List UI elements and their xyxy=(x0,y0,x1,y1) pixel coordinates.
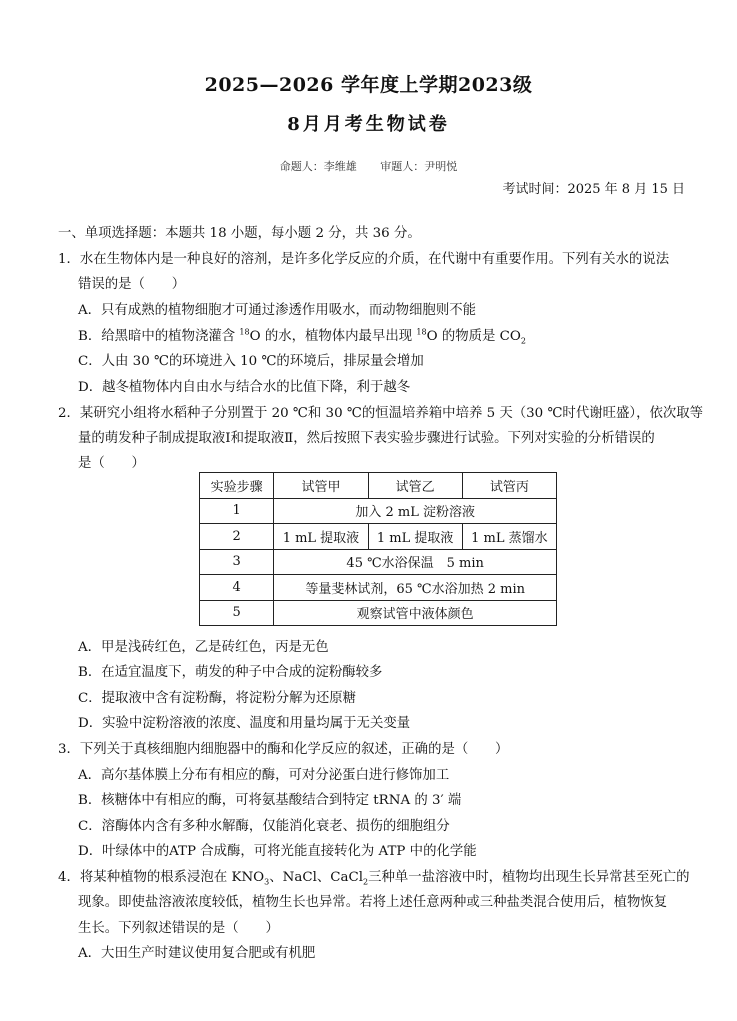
table-step-cell: 2 xyxy=(200,524,274,550)
table-row xyxy=(200,498,557,524)
q2-stem-line2: 量的萌发种子制成提取液Ⅰ和提取液Ⅱ，然后按照下表实验步骤进行试验。下列对实验的分析错误的 xyxy=(78,431,655,446)
table-row xyxy=(200,524,557,550)
exam-subtitle: 8月月考生物试卷 xyxy=(287,114,450,135)
setter-name: 命题人：李维雄 xyxy=(279,160,357,173)
table-header-cell: 试管丙 xyxy=(462,473,556,499)
table-cell: 1 mL 提取液 xyxy=(274,524,368,550)
author-line xyxy=(0,158,737,174)
table-merged-cell: 等量斐林试剂，65 ℃水浴加热 2 min xyxy=(274,575,557,601)
q2-option-a: A．甲是浅砖红色，乙是砖红色，丙是无色 xyxy=(78,640,329,655)
q3-option-a: A．高尔基体膜上分布有相应的酶，可对分泌蛋白进行修饰加工 xyxy=(78,768,450,783)
q4-stem-line3: 生长。下列叙述错误的是（ ） xyxy=(78,921,279,936)
reviewer-name: 审题人：尹明悦 xyxy=(380,160,458,173)
table-cell: 1 mL 蒸馏水 xyxy=(462,524,556,550)
q1-option-b: B．给黑暗中的植物浇灌含 $^{18}$O 的水，植物体内最早出现 $^{18}$O 的物质是 $CO_2$ xyxy=(78,327,526,346)
table-step-cell: 5 xyxy=(200,600,274,626)
table-step-cell: 1 xyxy=(200,498,274,524)
q1-stem-line2: 错误的是（ ） xyxy=(78,277,186,292)
q1-option-d: D．越冬植物体内自由水与结合水的比值下降，利于越冬 xyxy=(78,380,411,395)
table-header-row xyxy=(200,473,557,499)
q2-option-b: B．在适宜温度下，萌发的种子中合成的淀粉酶较多 xyxy=(78,665,383,680)
table-merged-cell: 加入 2 mL 淀粉溶液 xyxy=(274,498,557,524)
table-step-cell: 3 xyxy=(200,549,274,575)
q1-option-c: C．人由 30 ℃的环境进入 10 ℃的环境后，排尿量会增加 xyxy=(78,354,424,369)
q3-option-b: B．核糖体中有相应的酶，可将氨基酸结合到特定 tRNA 的 3′ 端 xyxy=(78,793,462,808)
q2-option-c: C．提取液中含有淀粉酶，将淀粉分解为还原糖 xyxy=(78,691,357,706)
exam-title: 2025—2026 学年度上学期2023级 xyxy=(204,74,533,96)
table-row xyxy=(200,575,557,601)
table-row xyxy=(200,549,557,575)
table-merged-cell: 45 ℃水浴保温 5 min xyxy=(274,549,557,575)
q3-stem: 3．下列关于真核细胞内细胞器中的酶和化学反应的叙述，正确的是（ ） xyxy=(58,742,509,757)
table-cell: 1 mL 提取液 xyxy=(368,524,462,550)
exam-time: 考试时间：2025 年 8 月 15 日 xyxy=(502,182,685,197)
q2-stem-line1: 2．某研究小组将水稻种子分别置于 20 ℃和 30 ℃的恒温培养箱中培养 5 天（30 ℃时代谢旺盛），依次取等 xyxy=(58,406,704,421)
q4-option-a: A．大田生产时建议使用复合肥或有机肥 xyxy=(78,946,316,961)
table-header-cell: 试管乙 xyxy=(368,473,462,499)
q4-stem-line1: 4．将某种植物的根系浸泡在 $KNO_3$、NaCl、CaCl$_2$三种单一盐溶液中时，植物均出现生长异常甚至死亡的 xyxy=(58,870,690,887)
table-header-cell: 实验步骤 xyxy=(200,473,274,499)
q1-stem-line1: 1．水在生物体内是一种良好的溶剂，是许多化学反应的介质，在代谢中有重要作用。下列有关水的说法 xyxy=(58,252,670,267)
table-header-cell: 试管甲 xyxy=(274,473,368,499)
q3-option-d: D．叶绿体中的ATP 合成酶，可将光能直接转化为 ATP 中的化学能 xyxy=(78,844,477,859)
q1-option-a: A．只有成熟的植物细胞才可通过渗透作用吸水，而动物细胞则不能 xyxy=(78,303,476,318)
section-heading: 一、单项选择题：本题共 18 小题，每小题 2 分，共 36 分。 xyxy=(58,226,421,241)
q2-stem-line3: 是（ ） xyxy=(78,456,145,471)
table-step-cell: 4 xyxy=(200,575,274,601)
experiment-steps-table xyxy=(199,472,557,626)
q3-option-c: C．溶酶体内含有多种水解酶，仅能消化衰老、损伤的细胞组分 xyxy=(78,819,450,834)
table-row xyxy=(200,600,557,626)
table-merged-cell: 观察试管中液体颜色 xyxy=(274,600,557,626)
q4-stem-line2: 现象。即使盐溶液浓度较低，植物生长也异常。若将上述任意两种或三种盐类混合使用后，植物恢复 xyxy=(78,895,668,910)
q2-option-d: D．实验中淀粉溶液的浓度、温度和用量均属于无关变量 xyxy=(78,716,411,731)
